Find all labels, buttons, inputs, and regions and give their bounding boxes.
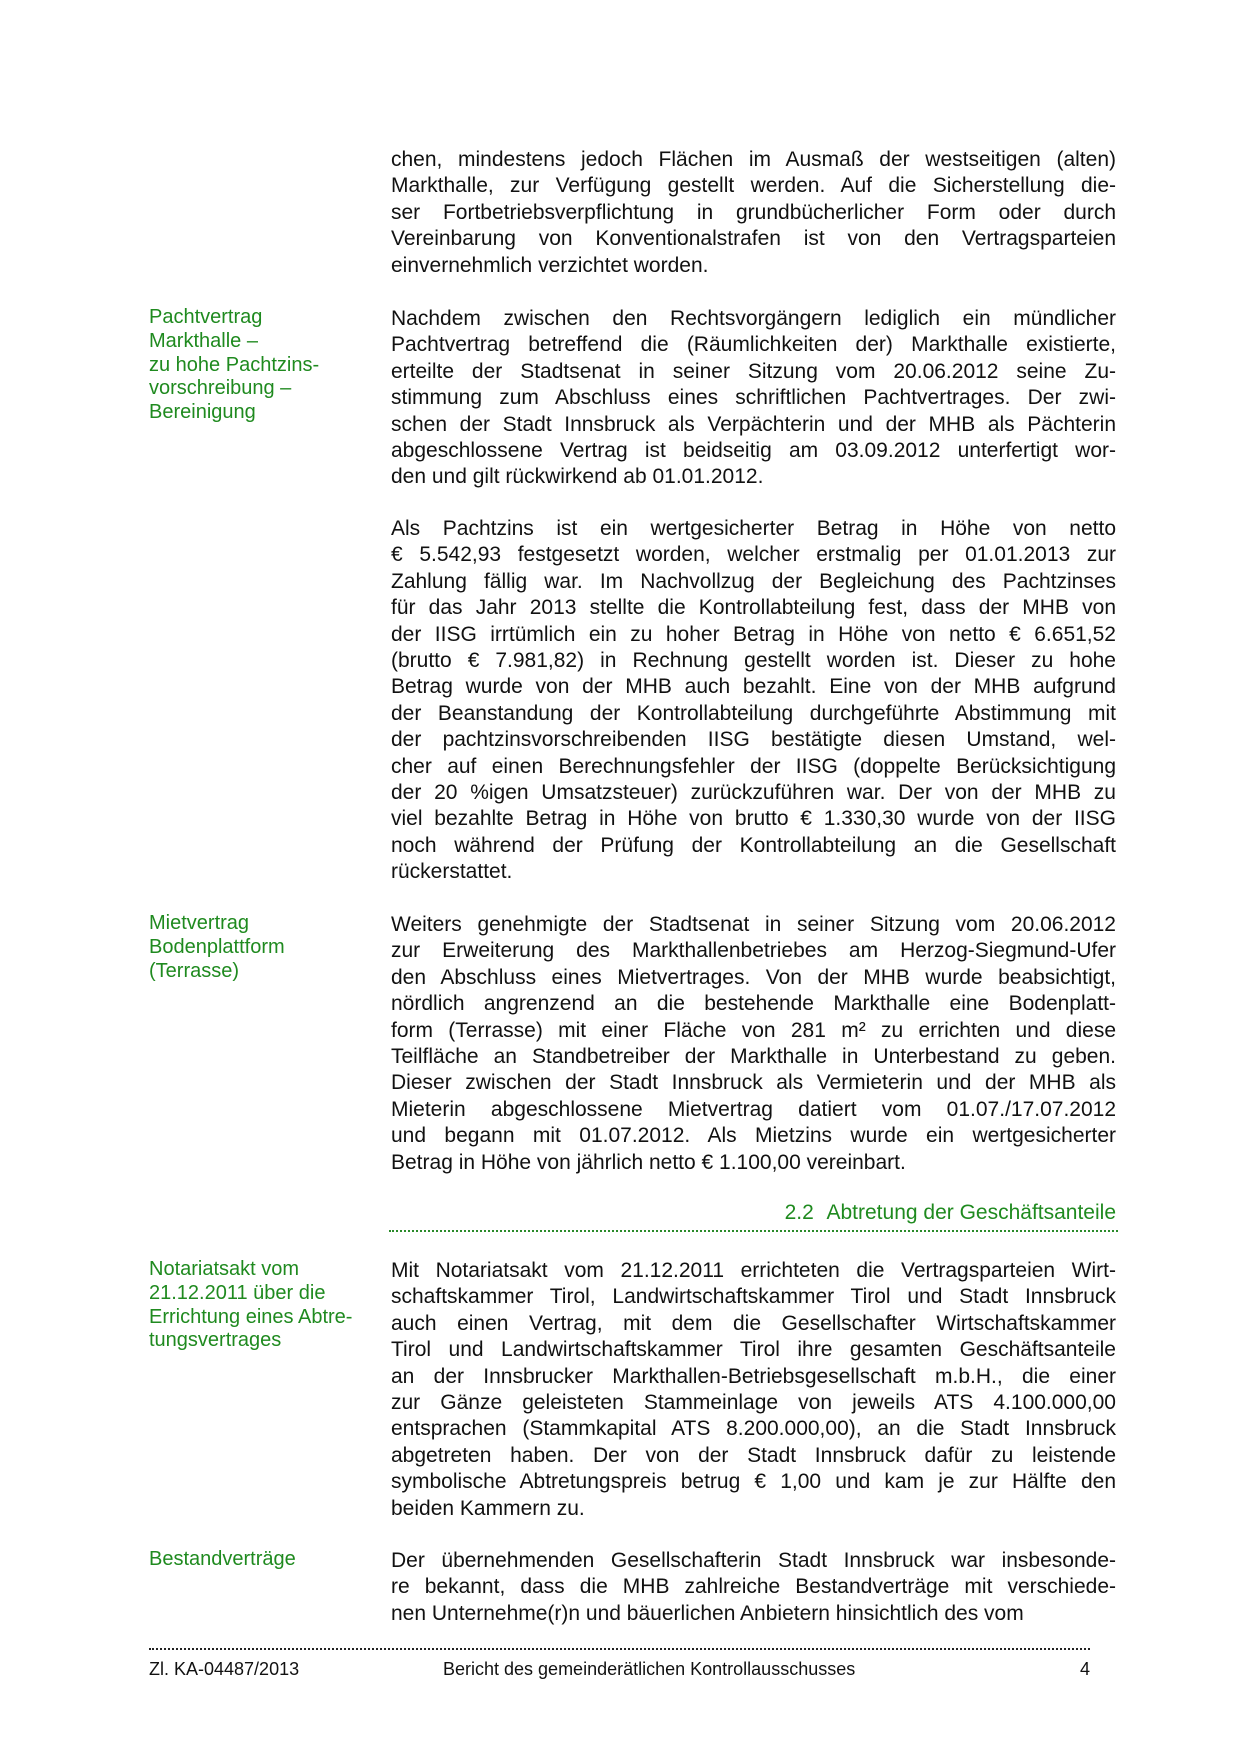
text-line: Bodenplattform bbox=[149, 935, 285, 958]
paragraph bbox=[391, 912, 1116, 1176]
text-line: noch während der Prüfung der Kontrollabteilung an die Gesellschaft bbox=[391, 833, 1116, 857]
text-line: an der Innsbrucker Markthallen-Betriebsgesellschaft m.b.H., die einer bbox=[391, 1364, 1116, 1388]
footer-divider bbox=[149, 1648, 1090, 1650]
text-line: stimmung zum Abschluss eines schriftlichen Pachtvertrages. Der zwi- bbox=[391, 386, 1116, 410]
text-line: den Abschluss eines Mietvertrages. Von der MHB wurde beabsichtigt, bbox=[391, 965, 1116, 989]
text-line: Betrag wurde von der MHB auch bezahlt. Eine von der MHB aufgrund bbox=[391, 675, 1116, 699]
footer-title: Bericht des gemeinderätlichen Kontrollausschusses bbox=[443, 1659, 856, 1679]
text-line: schaftskammer Tirol, Landwirtschaftskammer Tirol und Stadt Innsbruck bbox=[391, 1285, 1116, 1309]
text-line: beiden Kammern zu. bbox=[391, 1496, 585, 1520]
section-title: Abtretung der Geschäftsanteile bbox=[826, 1201, 1116, 1224]
text-line: vorschreibung – bbox=[149, 377, 292, 400]
text-line: Mit Notariatsakt vom 21.12.2011 errichteten die Vertragsparteien Wirt- bbox=[391, 1259, 1116, 1282]
text-line: Als Pachtzins ist ein wertgesicherter Betrag in Höhe von netto bbox=[391, 517, 1116, 540]
paragraph bbox=[391, 516, 1116, 886]
footer-reference: Zl. KA-04487/2013 bbox=[149, 1659, 300, 1679]
text-line: zur Erweiterung des Markthallenbetriebes am Herzog-Siegmund-Ufer bbox=[391, 939, 1116, 963]
section-number: 2.2 bbox=[784, 1201, 814, 1224]
text-line: re bekannt, dass die MHB zahlreiche Bestandverträge mit verschiede- bbox=[391, 1575, 1116, 1599]
text-line: Markthalle, zur Verfügung gestellt werden. Auf die Sicherstellung die- bbox=[391, 174, 1116, 198]
text-line: der pachtzinsvorschreibenden IISG bestätigte diesen Umstand, wel- bbox=[391, 728, 1116, 752]
text-line: form (Terrasse) mit einer Fläche von 281 m² zu errichten und diese bbox=[391, 1018, 1116, 1042]
text-line: Mieterin abgeschlossene Mietvertrag datiert vom 01.07./17.07.2012 bbox=[391, 1097, 1116, 1121]
margin-note bbox=[149, 912, 379, 983]
margin-note bbox=[149, 1258, 379, 1353]
text-line: abgetreten haben. Der von der Stadt Innsbruck dafür zu leistende bbox=[391, 1443, 1116, 1467]
text-line: cher auf einen Berechnungsfehler der IISG (doppelte Berücksichtigung bbox=[391, 754, 1116, 778]
text-line: Pachtvertrag betreffend die (Räumlichkeiten der) Markthalle existierte, bbox=[391, 333, 1116, 357]
text-line: den und gilt rückwirkend ab 01.01.2012. bbox=[391, 465, 764, 489]
margin-note bbox=[149, 306, 379, 425]
text-line: erteilte der Stadtsenat in seiner Sitzung vom 20.06.2012 seine Zu- bbox=[391, 359, 1116, 383]
text-line: rückerstattet. bbox=[391, 860, 513, 884]
section-divider bbox=[389, 1230, 1118, 1232]
text-line: einvernehmlich verzichtet worden. bbox=[391, 253, 709, 277]
text-line: schen der Stadt Innsbruck als Verpächterin und der MHB als Pächterin bbox=[391, 412, 1116, 436]
page-number: 4 bbox=[1079, 1659, 1090, 1679]
text-line: Betrag in Höhe von jährlich netto € 1.100,00 vereinbart. bbox=[391, 1150, 906, 1174]
text-line: für das Jahr 2013 stellte die Kontrollabteilung fest, dass der MHB von bbox=[391, 596, 1116, 620]
text-line: auch einen Vertrag, mit dem die Gesellschafter Wirtschaftskammer bbox=[391, 1311, 1116, 1335]
text-line: ser Fortbetriebsverpflichtung in grundbücherlicher Form oder durch bbox=[391, 200, 1116, 224]
text-line: chen, mindestens jedoch Flächen im Ausmaß der westseitigen (alten) bbox=[391, 148, 1116, 171]
text-line: Errichtung eines Abtre- bbox=[149, 1305, 353, 1328]
text-line: tungsvertrages bbox=[149, 1329, 282, 1352]
text-line: Pachtvertrag bbox=[149, 306, 263, 328]
text-line: der 20 %igen Umsatzsteuer) zurückzuführen war. Der von der MHB zu bbox=[391, 781, 1116, 805]
text-line: der Beanstandung der Kontrollabteilung durchgeführte Abstimmung mit bbox=[391, 701, 1116, 725]
text-line: (brutto € 7.981,82) in Rechnung gestellt worden ist. Dieser zu hohe bbox=[391, 649, 1116, 673]
text-line: Dieser zwischen der Stadt Innsbruck als Vermieterin und der MHB als bbox=[391, 1071, 1116, 1095]
paragraph bbox=[391, 1258, 1116, 1522]
text-line: Weiters genehmigte der Stadtsenat in seiner Sitzung vom 20.06.2012 bbox=[391, 913, 1116, 936]
text-line: Markthalle – bbox=[149, 329, 258, 352]
paragraph bbox=[391, 147, 1116, 279]
text-line: Nachdem zwischen den Rechtsvorgängern lediglich ein mündlicher bbox=[391, 307, 1116, 330]
text-line: Teilfläche an Standbetreiber der Markthalle in Unterbestand zu geben. bbox=[391, 1045, 1116, 1069]
text-line: Bestandverträge bbox=[149, 1548, 296, 1570]
margin-note bbox=[149, 1548, 379, 1572]
text-line: Zahlung fällig war. Im Nachvollzug der Begleichung des Pachtzinses bbox=[391, 569, 1116, 593]
text-line: abgeschlossene Vertrag ist beidseitig am 03.09.2012 unterfertigt wor- bbox=[391, 439, 1116, 463]
text-line: Notariatsakt vom bbox=[149, 1258, 300, 1280]
paragraph bbox=[391, 306, 1116, 491]
text-line: (Terrasse) bbox=[149, 959, 240, 982]
text-line: € 5.542,93 festgesetzt worden, welcher erstmalig per 01.01.2013 zur bbox=[391, 543, 1116, 567]
text-line: 21.12.2011 über die bbox=[149, 1281, 326, 1304]
text-line: Mietvertrag bbox=[149, 912, 250, 934]
text-line: nördlich angrenzend an die bestehende Markthalle eine Bodenplatt- bbox=[391, 992, 1116, 1016]
paragraph bbox=[391, 1548, 1116, 1627]
text-line: symbolische Abtretungspreis betrug € 1,00 und kam je zur Hälfte den bbox=[391, 1470, 1116, 1494]
text-line: und begann mit 01.07.2012. Als Mietzins wurde ein wertgesicherter bbox=[391, 1124, 1116, 1148]
text-line: der IISG irrtümlich ein zu hoher Betrag in Höhe von netto € 6.651,52 bbox=[391, 622, 1116, 646]
text-line: Tirol und Landwirtschaftskammer Tirol ihre gesamten Geschäftsanteile bbox=[391, 1338, 1116, 1362]
text-line: Bereinigung bbox=[149, 401, 256, 424]
text-line: Vereinbarung von Konventionalstrafen ist von den Vertragsparteien bbox=[391, 227, 1116, 251]
text-line: zu hohe Pachtzins- bbox=[149, 353, 320, 376]
text-line: viel bezahlte Betrag in Höhe von brutto € 1.330,30 wurde von der IISG bbox=[391, 807, 1116, 831]
text-line: entsprachen (Stammkapital ATS 8.200.000,00), an die Stadt Innsbruck bbox=[391, 1417, 1116, 1441]
text-line: zur Gänze geleisteten Stammeinlage von jeweils ATS 4.100.000,00 bbox=[391, 1391, 1116, 1415]
text-line: Der übernehmenden Gesellschafterin Stadt Innsbruck war insbesonde- bbox=[391, 1549, 1116, 1572]
text-line: nen Unternehme(r)n und bäuerlichen Anbietern hinsichtlich des vom bbox=[391, 1601, 1024, 1625]
section-heading bbox=[391, 1200, 1116, 1226]
